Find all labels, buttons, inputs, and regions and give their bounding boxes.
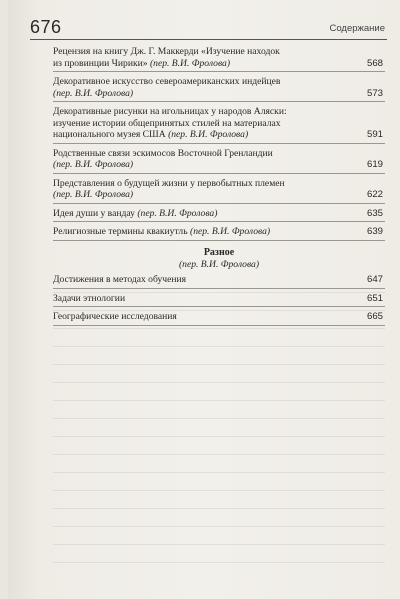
entry-translator: (пер. В.И. Фролова): [190, 226, 271, 237]
entry-title-line: Достижения в методах обучения: [53, 274, 187, 285]
table-of-contents: [53, 46, 385, 330]
entry-title-line: Географические исследования: [53, 311, 177, 322]
entry-translator: (пер. В.И. Фролова): [53, 159, 134, 170]
entry-page-number: 635: [366, 207, 383, 219]
entry-title-line: Декоративное искусство североамериканских индейцев: [53, 76, 281, 87]
section-title: Разное: [203, 246, 235, 258]
entry-page-number: 568: [366, 57, 383, 69]
toc-entry: [53, 76, 385, 102]
entry-translator: (пер. В.И. Фролова): [168, 129, 249, 140]
toc-entry: [53, 311, 385, 326]
page-number: 676: [30, 17, 62, 37]
entry-page-number: 651: [366, 292, 383, 304]
toc-entry: [53, 293, 385, 308]
page-header: [30, 17, 387, 40]
toc-entry: [53, 148, 385, 174]
entry-page-number: 647: [366, 274, 383, 285]
entry-translator: (пер. В.И. Фролова): [53, 189, 134, 200]
entry-title-line: Родственные связи эскимосов Восточной Гренландии: [53, 147, 273, 159]
entry-page-number: 573: [366, 87, 383, 99]
running-title: Содержание: [329, 23, 385, 34]
entry-title-line: Идея души у вандау: [53, 207, 135, 219]
toc-entry: [53, 178, 385, 204]
toc-entry: [53, 208, 385, 223]
toc-entry: [53, 106, 385, 144]
entry-page-number: 619: [366, 159, 383, 170]
entry-title-line: изучение истории общепринятых стилей на материалах: [53, 117, 281, 129]
entry-title-line: Религиозные термины квакиутль: [53, 226, 188, 237]
toc-entry: [53, 274, 385, 289]
book-page: [8, 0, 400, 599]
entry-title-line: Задачи этнологии: [53, 292, 126, 304]
toc-entry: [53, 226, 385, 241]
entry-title-line: Декоративные рисунки на игольницах у народов Аляски:: [53, 106, 287, 117]
entry-page-number: 639: [366, 226, 383, 237]
entry-page-number: 622: [366, 189, 383, 200]
section-heading: [53, 247, 385, 271]
entry-title-line: Представления о будущей жизни у первобытных племен: [53, 177, 285, 189]
entry-title-line: из провинции Чирики» (пер. В.И. Фролова): [53, 57, 231, 69]
entry-page-number: 591: [366, 129, 383, 140]
entry-translator: (пер. В.И. Фролова): [53, 87, 134, 99]
entry-page-number: 665: [366, 311, 383, 322]
entry-translator: (пер. В.И. Фролова): [149, 57, 231, 69]
entry-translator: (пер. В.И. Фролова): [137, 207, 218, 219]
section-translator: (пер. В.И. Фролова): [178, 258, 260, 270]
entry-title-line: национального музея США: [53, 129, 166, 140]
toc-entry: [53, 46, 385, 72]
entry-title-line: Рецензия на книгу Дж. Г. Маккерди «Изучение находок: [53, 46, 280, 57]
